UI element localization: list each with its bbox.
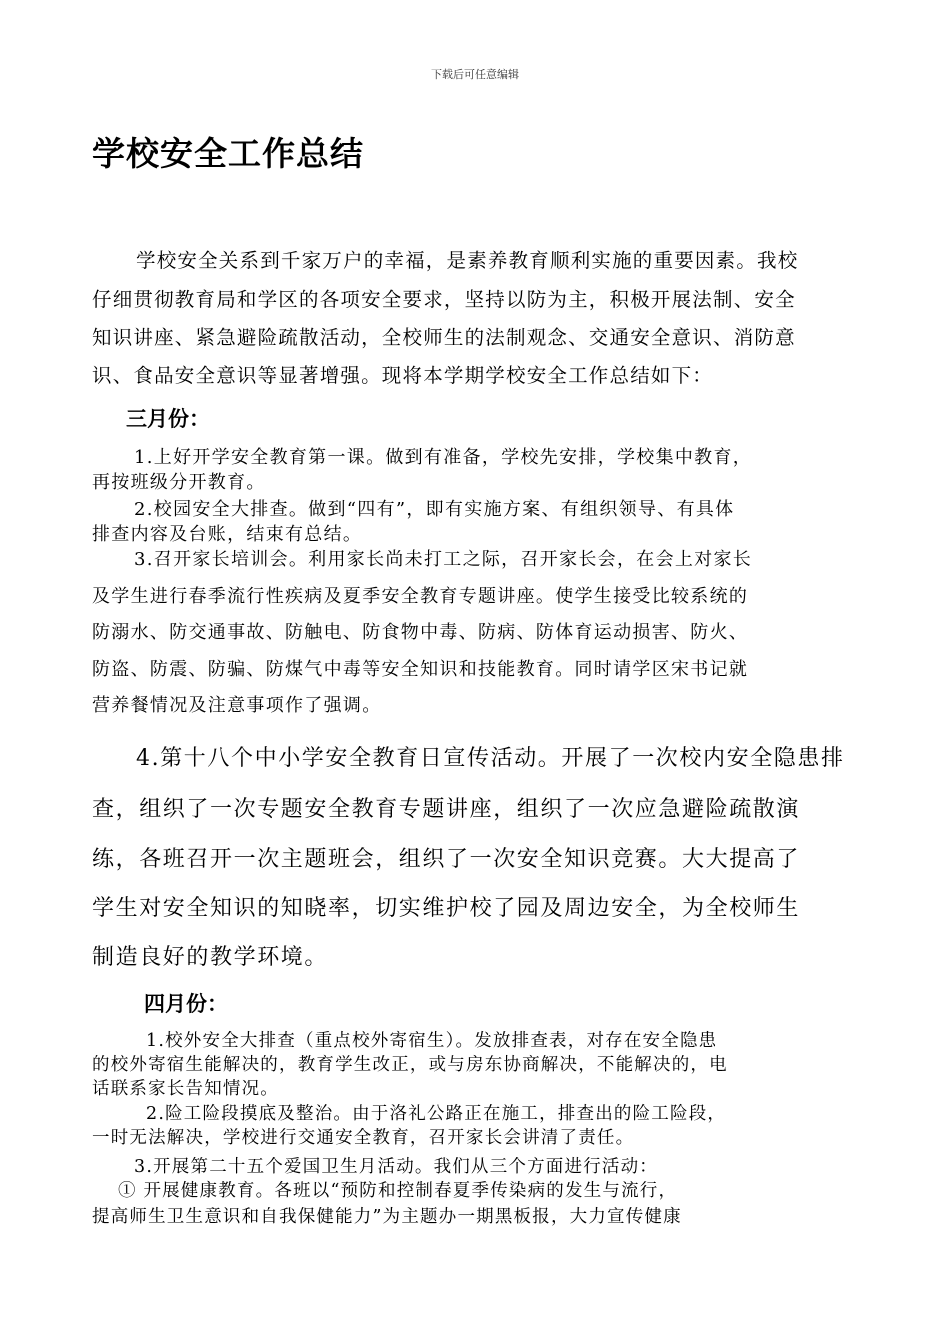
march-line: 再按班级分开教育。 [92, 472, 266, 493]
march-line: 防盗、防震、防骗、防煤气中毒等安全知识和技能教育。同时请学区宋书记就 [92, 659, 749, 680]
march-line: 排查内容及台账，结束有总结。 [92, 524, 363, 545]
april-line: 1.校外安全大排查（重点校外寄宿生）。发放排查表，对存在安全隐患 [146, 1031, 718, 1051]
page-header: 下载后可任意编辑 [431, 68, 519, 81]
april-line: 的校外寄宿生能解决的，教育学生改正，或与房东协商解决，不能解决的，电 [92, 1055, 728, 1075]
april-line: 2.险工险段摸底及整治。由于洛礼公路正在施工，排查出的险工险段， [146, 1104, 727, 1124]
march-line: 3.召开家长培训会。利用家长尚未打工之际，召开家长会，在会上对家长 [134, 549, 753, 570]
march-line: 防溺水、防交通事故、防触电、防食物中毒、防病、防体育运动损害、防火、 [92, 622, 749, 643]
march-item4-line: 制造良好的教学环境。 [92, 945, 329, 970]
april-line: 提高师生卫生意识和自我保健能力”为主题办一期黑板报，大力宣传健康 [92, 1207, 682, 1227]
april-line: 一时无法解决，学校进行交通安全教育，召开家长会讲清了责任。 [92, 1128, 635, 1148]
march-line: 营养餐情况及注意事项作了强调。 [92, 695, 382, 716]
intro-line: 仔细贯彻教育局和学区的各项安全要求，坚持以防为主，积极开展法制、安全 [92, 288, 796, 311]
march-item4-line: 4.第十八个中小学安全教育日宣传活动。开展了一次校内安全隐患排 [136, 746, 845, 771]
april-line: ① 开展健康教育。各班以“预防和控制春夏季传染病的发生与流行， [118, 1181, 678, 1201]
march-line: 2.校园安全大排查。做到“四有”，即有实施方案、有组织领导、有具体 [134, 499, 735, 520]
section-heading-april: 四月份： [144, 992, 228, 1016]
document-title: 学校安全工作总结 [92, 134, 364, 173]
march-line: 1.上好开学安全教育第一课。做到有准备，学校先安排，学校集中教育， [134, 447, 753, 468]
april-line: 话联系家长告知情况。 [92, 1079, 279, 1099]
section-heading-march: 三月份： [126, 407, 210, 431]
april-line: 3.开展第二十五个爱国卫生月活动。我们从三个方面进行活动： [134, 1157, 658, 1177]
march-item4-line: 练，各班召开一次主题班会，组织了一次安全知识竞赛。大大提高了 [92, 847, 801, 872]
march-item4-line: 查，组织了一次专题安全教育专题讲座，组织了一次应急避险疏散演 [92, 797, 801, 822]
march-item4-line: 学生对安全知识的知晓率，切实维护校了园及周边安全，为全校师生 [92, 896, 801, 921]
march-line: 及学生进行春季流行性疾病及夏季安全教育专题讲座。使学生接受比较系统的 [92, 586, 749, 607]
intro-line: 学校安全关系到千家万户的幸福，是素养教育顺利实施的重要因素。我校 [136, 249, 799, 272]
intro-line: 知识讲座、紧急避险疏散活动，全校师生的法制观念、交通安全意识、消防意 [92, 326, 796, 349]
intro-line: 识、食品安全意识等显著增强。现将本学期学校安全工作总结如下： [92, 364, 714, 387]
